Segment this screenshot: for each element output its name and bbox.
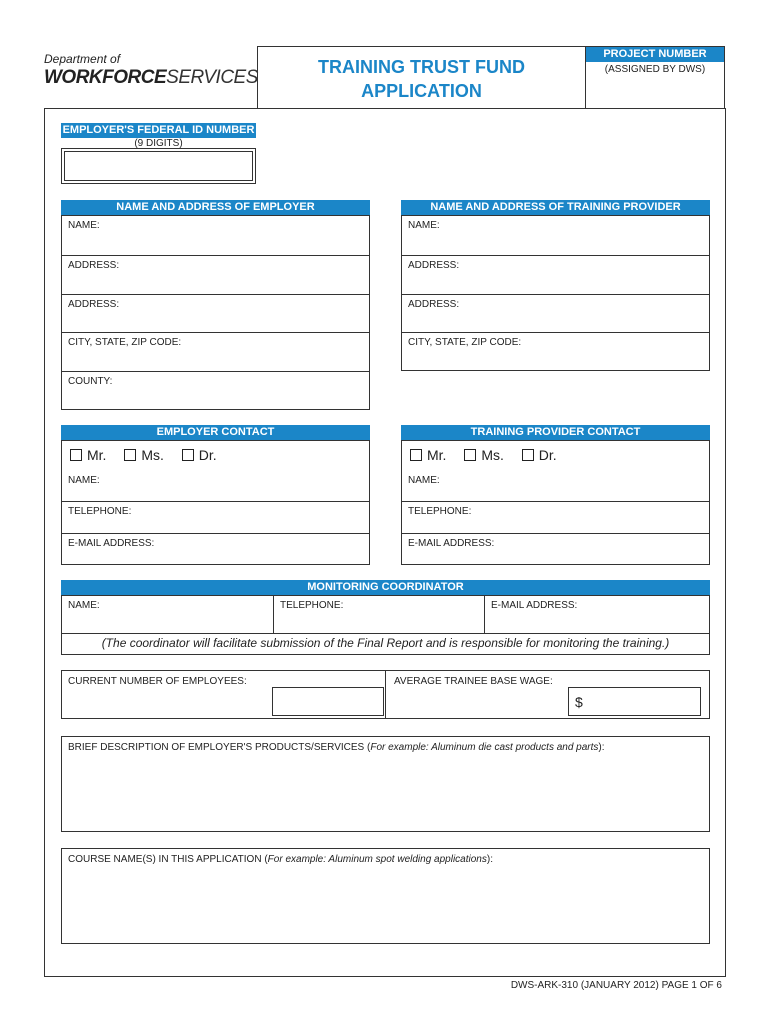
provider-address1-field[interactable] bbox=[402, 256, 709, 295]
employer-salutation bbox=[70, 447, 231, 463]
employer-name-label: NAME: bbox=[68, 220, 100, 231]
ms-label: Ms. bbox=[141, 447, 164, 463]
employer-county-field[interactable] bbox=[62, 372, 369, 409]
form-id-footer: DWS-ARK-310 (JANUARY 2012) PAGE 1 OF 6 bbox=[510, 980, 722, 991]
monitoring-block bbox=[61, 595, 710, 655]
employer-county-label: COUNTY: bbox=[68, 376, 113, 387]
employer-address2-field[interactable] bbox=[62, 295, 369, 333]
provider-contact-email-field[interactable] bbox=[402, 534, 709, 564]
current-employees-input[interactable] bbox=[272, 687, 384, 716]
provider-contact-email-label: E-MAIL ADDRESS: bbox=[408, 538, 495, 549]
provider-city-field[interactable] bbox=[402, 333, 709, 370]
employer-contact-phone-field[interactable] bbox=[62, 502, 369, 534]
form-title-line1: TRAINING TRUST FUND bbox=[318, 57, 525, 77]
project-number-box bbox=[586, 46, 725, 108]
currency-symbol: $ bbox=[575, 694, 583, 710]
monitoring-email-label: E-MAIL ADDRESS: bbox=[491, 600, 578, 611]
employer-dr-option[interactable] bbox=[182, 447, 217, 463]
title-box bbox=[257, 46, 586, 108]
mr-label: Mr. bbox=[87, 447, 107, 463]
provider-name-label: NAME: bbox=[408, 220, 440, 231]
employer-contact-email-label: E-MAIL ADDRESS: bbox=[68, 538, 155, 549]
products-description-field[interactable] bbox=[61, 736, 710, 832]
employer-contact-name-field[interactable] bbox=[62, 471, 369, 502]
provider-address-block bbox=[401, 215, 710, 371]
mr-label: Mr. bbox=[427, 447, 447, 463]
provider-city-label: CITY, STATE, ZIP CODE: bbox=[408, 337, 522, 348]
mr-checkbox[interactable] bbox=[70, 449, 82, 461]
employer-address1-label: ADDRESS: bbox=[68, 260, 120, 271]
employer-name-field[interactable] bbox=[62, 216, 369, 256]
logo-light: SERVICES bbox=[166, 67, 258, 88]
current-employees-label: CURRENT NUMBER OF EMPLOYEES: bbox=[68, 676, 247, 687]
employer-address-block bbox=[61, 215, 370, 410]
fein-header: EMPLOYER'S FEDERAL ID NUMBER bbox=[62, 124, 255, 136]
fein-note: (9 DIGITS) bbox=[134, 138, 183, 149]
monitoring-phone-label: TELEPHONE: bbox=[280, 600, 344, 611]
provider-ms-option[interactable] bbox=[464, 447, 504, 463]
dr-checkbox[interactable] bbox=[522, 449, 534, 461]
mr-checkbox[interactable] bbox=[410, 449, 422, 461]
monitoring-note: (The coordinator will facilitate submission of the Final Report and is responsible for monitoring the training.) bbox=[101, 636, 670, 650]
project-number-header: PROJECT NUMBER bbox=[586, 47, 724, 62]
dr-checkbox[interactable] bbox=[182, 449, 194, 461]
agency-logo bbox=[44, 52, 258, 92]
dr-label: Dr. bbox=[538, 447, 557, 463]
provider-contact-header: TRAINING PROVIDER CONTACT bbox=[401, 425, 710, 440]
employer-contact-name-label: NAME: bbox=[68, 475, 100, 486]
employer-address2-label: ADDRESS: bbox=[68, 299, 120, 310]
employer-contact-email-field[interactable] bbox=[62, 534, 369, 564]
project-number-note: (ASSIGNED BY DWS) bbox=[604, 64, 706, 75]
provider-address1-label: ADDRESS: bbox=[408, 260, 460, 271]
employer-ms-option[interactable] bbox=[124, 447, 164, 463]
employer-header: NAME AND ADDRESS OF EMPLOYER bbox=[61, 200, 370, 215]
employer-contact-phone-label: TELEPHONE: bbox=[68, 506, 132, 517]
employer-city-label: CITY, STATE, ZIP CODE: bbox=[68, 337, 182, 348]
provider-contact-phone-label: TELEPHONE: bbox=[408, 506, 472, 517]
provider-contact-phone-field[interactable] bbox=[402, 502, 709, 534]
provider-address2-field[interactable] bbox=[402, 295, 709, 333]
course-names-label: COURSE NAME(S) IN THIS APPLICATION (For example: Aluminum spot welding applications): bbox=[68, 854, 493, 865]
employees-wage-block bbox=[61, 670, 710, 719]
provider-contact-name-label: NAME: bbox=[408, 475, 440, 486]
fein-input[interactable] bbox=[61, 148, 256, 184]
provider-dr-option[interactable] bbox=[522, 447, 557, 463]
monitoring-phone-field[interactable] bbox=[274, 596, 485, 634]
monitoring-name-label: NAME: bbox=[68, 600, 100, 611]
provider-address2-label: ADDRESS: bbox=[408, 299, 460, 310]
avg-wage-label: AVERAGE TRAINEE BASE WAGE: bbox=[394, 676, 553, 687]
employer-city-field[interactable] bbox=[62, 333, 369, 372]
logo-bold: WORKFORCE bbox=[44, 67, 167, 88]
course-names-field[interactable] bbox=[61, 848, 710, 944]
ms-checkbox[interactable] bbox=[464, 449, 476, 461]
ms-label: Ms. bbox=[481, 447, 504, 463]
provider-header: NAME AND ADDRESS OF TRAINING PROVIDER bbox=[401, 200, 710, 215]
provider-contact-block bbox=[401, 440, 710, 565]
employer-contact-block bbox=[61, 440, 370, 565]
avg-wage-input[interactable] bbox=[568, 687, 701, 716]
monitoring-header: MONITORING COORDINATOR bbox=[61, 580, 710, 595]
dr-label: Dr. bbox=[198, 447, 217, 463]
form-title-line2: APPLICATION bbox=[361, 81, 482, 101]
monitoring-email-field[interactable] bbox=[485, 596, 709, 634]
dept-label: Department of bbox=[44, 52, 121, 66]
employer-contact-header: EMPLOYER CONTACT bbox=[61, 425, 370, 440]
employer-mr-option[interactable] bbox=[70, 447, 106, 463]
provider-contact-name-field[interactable] bbox=[402, 471, 709, 502]
monitoring-name-field[interactable] bbox=[62, 596, 274, 634]
employer-address1-field[interactable] bbox=[62, 256, 369, 295]
provider-salutation bbox=[410, 447, 571, 463]
ms-checkbox[interactable] bbox=[124, 449, 136, 461]
provider-mr-option[interactable] bbox=[410, 447, 446, 463]
provider-name-field[interactable] bbox=[402, 216, 709, 256]
products-description-label: BRIEF DESCRIPTION OF EMPLOYER'S PRODUCTS/SERVICES (For example: Aluminum die cast products and parts): bbox=[68, 742, 605, 753]
